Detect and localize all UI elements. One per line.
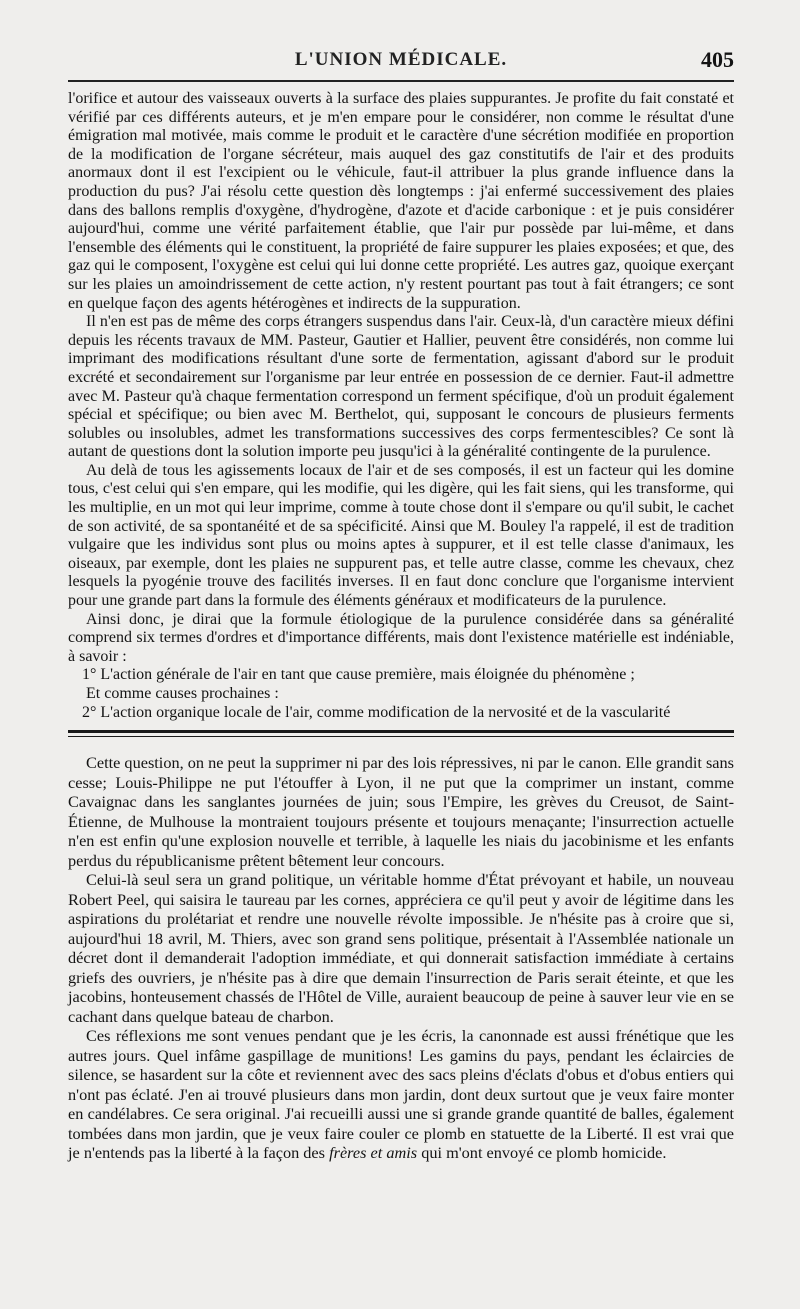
article-paragraph: Il n'en est pas de même des corps étrangers suspendus dans l'air. Ceux-là, d'un caractère mieux défini depuis les récents travaux de MM. Pasteur, Gautier et Hallier, peuvent être considérés, non comme lui imprimant des modifications résultant d'une sorte de fermentation, agissant d'abord sur le produit excrété et secondairement sur l'organisme par leur entrée en possession de ce dernier. Faut-il admettre avec M. Pasteur qu'à chaque fermentation correspond un ferment spécifique, d'où un produit également spécial et spécifique; ou bien avec M. Berthelot, qui, supposant le concours de plusieurs ferments solubles ou insolubles, admet les transformations successives des corps fermentescibles? Ce sont là autant de questions dont la solution importe peu jusqu'ici à la généralité contingente de la purulence.: [68, 313, 734, 461]
feuilleton-text: Ces réflexions me sont venues pendant que je les écris, la canonnade est aussi frénétique que les autres jours. Quel infâme gaspillage de munitions! Les gamins du pays, pendant les éclaircies de silence, se hasardent sur la côte et reviennent avec des sacs pleins d'éclats d'obus et d'obus entiers qui n'ont pas éclaté. J'en ai trouvé plusieurs dans mon jardin, dont deux surtout que je veux faire monter en candélabres. Ce sera original. J'ai recueilli aussi une si grande grande quantité de balles, également tombées dans mon jardin, que je veux faire couler ce plomb en statuette de la Liberté. Il est vrai que je n'entends pas la liberté à la façon des: [68, 1026, 734, 1163]
feuilleton-paragraph: [68, 1026, 734, 1163]
article-paragraph: Au delà de tous les agissements locaux de l'air et de ses composés, il est un facteur qui les domine tous, c'est celui qui s'en empare, qui les modifie, qui les digère, qui les fait siens, qui les transforme, qui les multiplie, en un mot qui leur imprime, comme à toute chose dont il s'empare ou qu'il subit, le cachet de son activité, de sa spontanéité et de sa spécificité. Ainsi que M. Bouley l'a rappelé, il est de tradition vulgaire que les individus sont plus ou moins aptes à suppurer, et il est telle classe d'animaux, les oiseaux, par exemple, dont les plaies ne suppurent pas, et telle autre classe, comme les chevaux, chez lesquels la pyogénie trouve des facilités inverses. Il en faut donc conclure que l'organisme intervient pour une grande part dans la formule des éléments généraux et modificateurs de la purulence.: [68, 461, 734, 610]
list-item: 2° L'action organique locale de l'air, comme modification de la nervosité et de la vascularité: [82, 703, 671, 721]
list-item: 1° L'action générale de l'air en tant que cause première, mais éloignée du phénomène ;: [82, 666, 635, 684]
feuilleton-paragraph: Cette question, on ne peut la supprimer ni par des lois répressives, ni par le canon. Elle grandit sans cesse; Louis-Philippe ne put l'étouffer à Lyon, il ne put que la comprimer un instant, comme Cavaignac dans les sanglantes journées de juin; sous l'Empire, les grèves du Creusot, de Saint-Étienne, de Mulhouse la montraient toujours présente et toujours menaçante; l'insurrection actuelle n'en est enfin qu'une explosion nouvelle et terrible, à laquelle les niais du jacobinisme et les enfants perdus du républicanisme prêtent bêtement leur concours.: [68, 753, 734, 870]
page-number: 405: [701, 47, 734, 72]
running-title: L'UNION MÉDICALE.: [294, 49, 508, 70]
feuilleton-paragraph: Celui-là seul sera un grand politique, un véritable homme d'État prévoyant et habile, un nouveau Robert Peel, qui saisira le taureau par les cornes, appréciera ce qu'il peut y avoir de légitime dans les aspirations du prolétariat et rendre une nouvelle révolte impossible. Je n'hésite pas à croire que si, aujourd'hui 18 avril, M. Thiers, avec son grand sens politique, présentait à l'Assemblée nationale un décret dont il demanderait l'adoption immédiate, et qui donnerait satisfaction immédiate à certains griefs des ouvriers, je n'hésite pas à dire que demain l'insurrection de Paris serait éteinte, et que les jacobins, honteusement chassés de l'Hôtel de Ville, auraient beaucoup de peine à sauver leur vie en se cachant dans quelque bateau de charbon.: [68, 870, 734, 1026]
feuilleton-body: [68, 753, 734, 1163]
feuilleton-text: qui m'ont envoyé ce plomb homicide.: [421, 1143, 667, 1163]
article-paragraph: l'orifice et autour des vaisseaux ouverts à la surface des plaies suppurantes. Je profite du fait constaté et vérifié par ces différents auteurs, et je m'en empare pour le considérer, non comme le résultat d'une émigration mal motivée, mais comme le produit et le caractère d'une sécrétion modifiée en proportion de la modification de l'organe sécréteur, mais auquel des gaz constitutifs de l'air et des produits anormaux dont il est l'excipient ou le véhicule, faut-il attribuer la plus grande influence dans la production du pus? J'ai résolu cette question dès longtemps : j'ai enfermé successivement des plaies dans des ballons remplis d'oxygène, d'hydrogène, d'azote et d'acide carbonique : et je puis considérer aujourd'hui, comme une vérité parfaitement établie, que l'air pur possède par lui-même, et dans l'ensemble des éléments qui le constituent, la propriété de faire suppurer les plaies exposées; et que, des gaz qui le composent, l'oxygène est celui qui lui donne cette propriété. Les autres gaz, quoique exerçant sur les plaies un amoindrissement de cette action, n'y restent pourtant pas tout à fait étrangers; ce sont en quelque façon des agents hétérogènes et indirects de la suppuration.: [68, 90, 734, 312]
article-transition: Et comme causes prochaines :: [86, 685, 279, 702]
feuilleton-separator: [68, 730, 734, 737]
article-paragraph: Ainsi donc, je dirai que la formule étiologique de la purulence considérée dans sa généralité comprend six termes d'ordres et d'importance différents, mais dont l'existence matérielle est indéniable, à savoir :: [68, 610, 734, 665]
header-rule: [68, 80, 734, 82]
article-body: [68, 90, 734, 722]
italic-phrase: frères et amis: [329, 1143, 418, 1163]
page-header: [68, 44, 734, 76]
